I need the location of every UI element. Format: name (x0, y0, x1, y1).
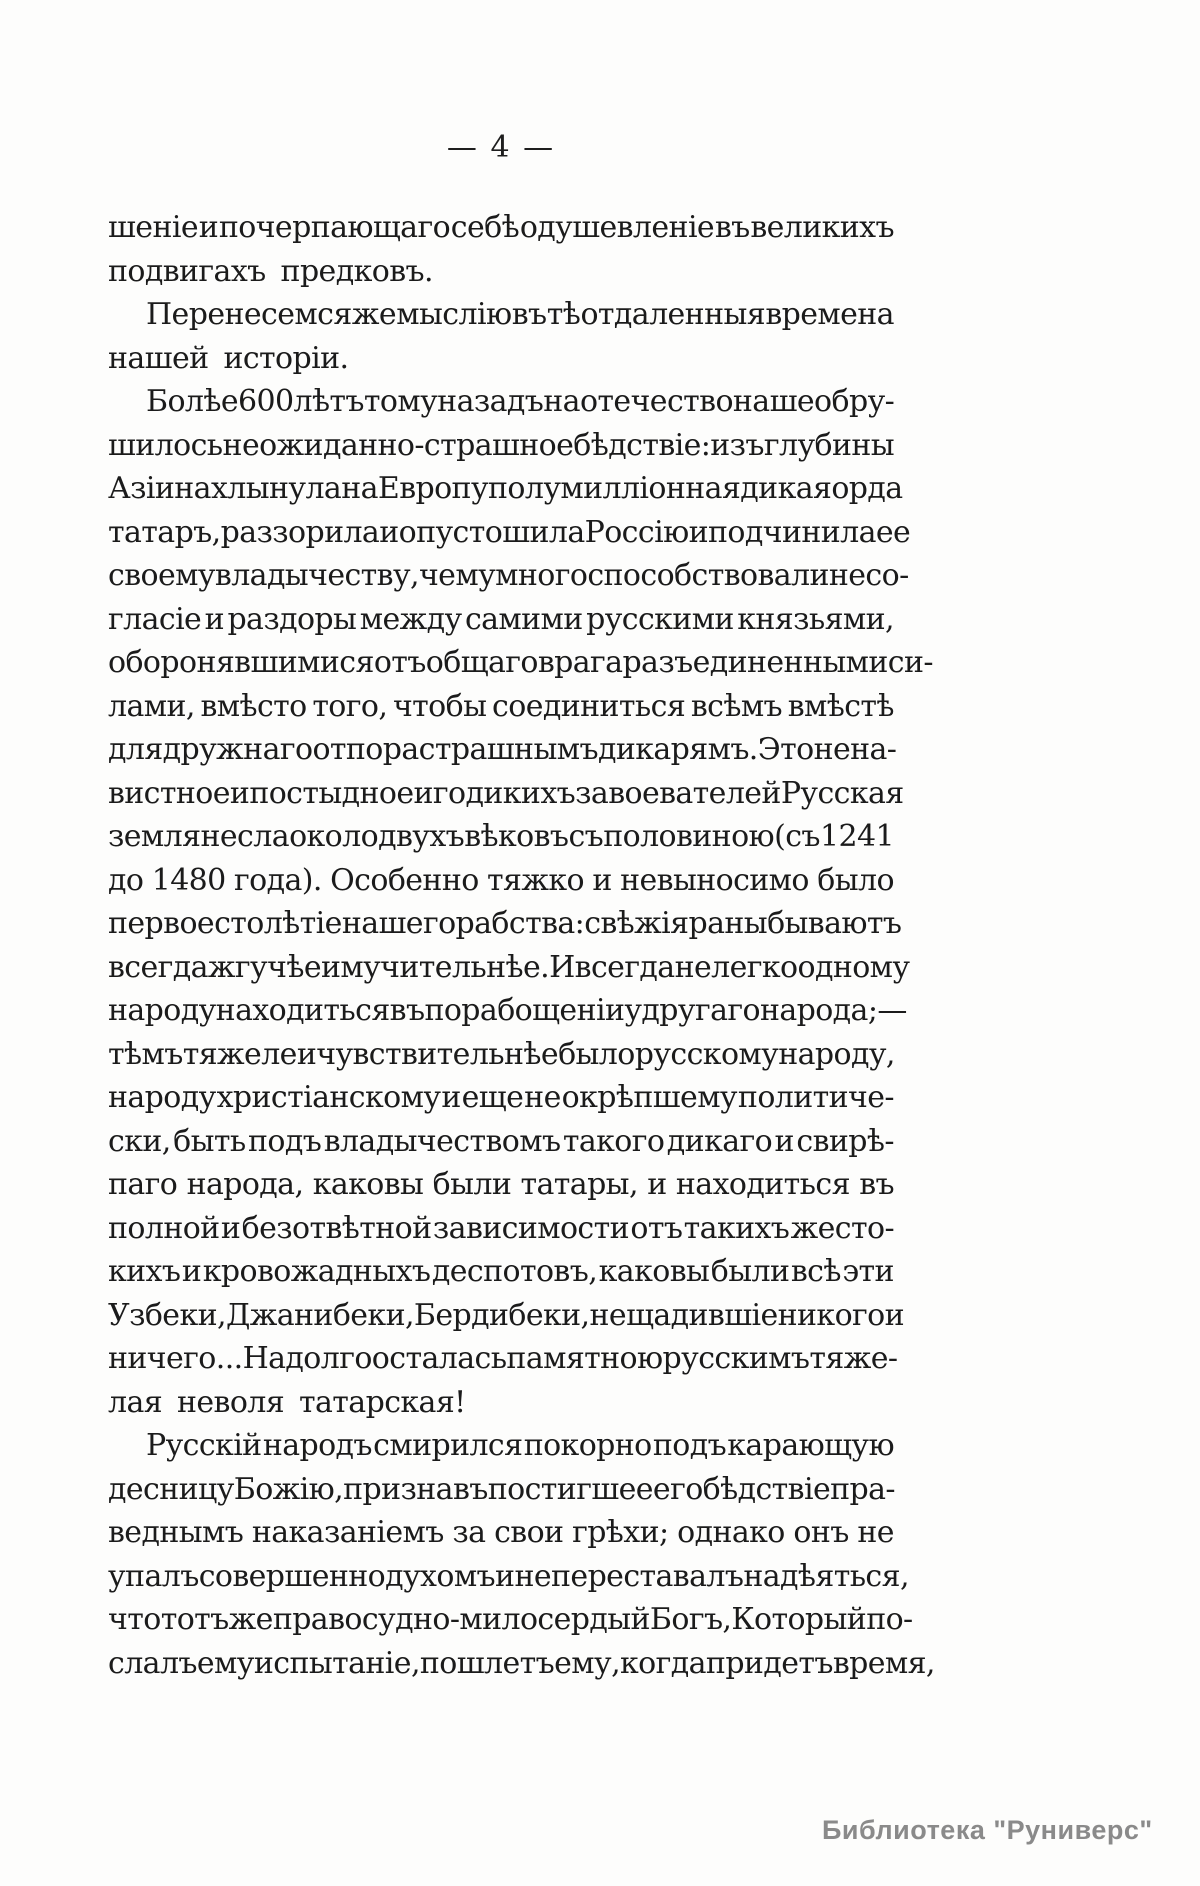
page-number: — 4 — (446, 130, 556, 165)
text-line: десницу Божію, признавъ постигшее его бѣдствіе пра- (108, 1471, 895, 1507)
text-line: лами, вмѣсто того, чтобы соединиться всѣмъ вмѣстѣ (108, 688, 894, 724)
text-line: шилось неожиданно-страшное бѣдствіе: изъ глубины (108, 427, 895, 463)
text-line: гласіе и раздоры между самими русскими князьями, (108, 601, 894, 637)
text-line: шеніе и почерпающаго себѣ одушевленіе въ великихъ (108, 210, 894, 245)
text-line: Русскій народъ смирился покорно подъ карающую (146, 1428, 894, 1463)
text-line: первое столѣтіе нашего рабства: свѣжія раны бываютъ (108, 906, 902, 941)
text-line: для дружнаго отпора страшнымъ дикарямъ. Это нена- (108, 732, 897, 767)
text-line: подвигахъ предковъ. (108, 253, 433, 289)
text-line: полной и безотвѣтной зависимости отъ такихъ жесто- (108, 1210, 894, 1246)
text-line: лая неволя татарская! (108, 1384, 466, 1420)
library-watermark: Библиотека "Руниверс" (822, 1815, 1153, 1845)
text-line: вистное и постыдное иго дикихъ завоевателей Русская (108, 775, 904, 811)
text-line: тѣмъ тяжеле и чувствительнѣе было русскому народу, (108, 1036, 895, 1072)
text-line: Азіи нахлынула на Европу полумилліонная дикая орда (108, 471, 903, 506)
text-line: своему владычеству, чему много способствовали несо- (108, 558, 909, 593)
text-line: паго народа, каковы были татары, и находиться въ (108, 1167, 894, 1202)
text-line: Перенесемся же мыслію въ тѣ отдаленныя времена (146, 297, 894, 332)
body-text (108, 206, 935, 1685)
text-line: народу христіанскому и еще не окрѣпшему политиче- (108, 1080, 894, 1115)
text-line: ски, быть подъ владычествомъ такого дикаго и свирѣ- (108, 1123, 894, 1159)
text-line: до 1480 года). Особенно тяжко и невыносимо было (108, 862, 894, 898)
text-line: веднымъ наказаніемъ за свои грѣхи; однако онъ не (108, 1515, 894, 1550)
text-line: Болѣе 600 лѣтъ тому назадъ на отечество наше обру- (146, 384, 895, 419)
text-line: земля несла около двухъ вѣковъ съ половиною (съ 1241 (108, 819, 894, 854)
text-line: оборонявшимися отъ общаго врага разъединенными си- (108, 645, 933, 680)
text-line: народу находиться въ порабощеніи у другаго народа;— (108, 993, 907, 1028)
text-line: слалъ ему испытаніе, пошлетъ ему, когда придетъ время, (108, 1645, 935, 1681)
text-line: всегда жгучѣе и мучительнѣе. И всегда нелегко одному (108, 949, 910, 985)
text-line: нашей исторіи. (108, 340, 349, 376)
text-line: ничего... Надолго осталась памятною русскимъ тяже- (108, 1341, 898, 1376)
text-line: что тотъ же правосудно-милосердый Богъ, Который по- (108, 1602, 913, 1637)
text-line: упалъ совершенно духомъ и не переставалъ надѣяться, (108, 1558, 909, 1594)
text-line: Узбеки, Джанибеки, Бердибеки, не щадившіе никого и (108, 1297, 905, 1333)
text-line: кихъ и кровожадныхъ деспотовъ, каковы были всѣ эти (108, 1254, 894, 1289)
text-line: татаръ, раззорила и опустошила Россію и подчинила ее (108, 514, 911, 550)
